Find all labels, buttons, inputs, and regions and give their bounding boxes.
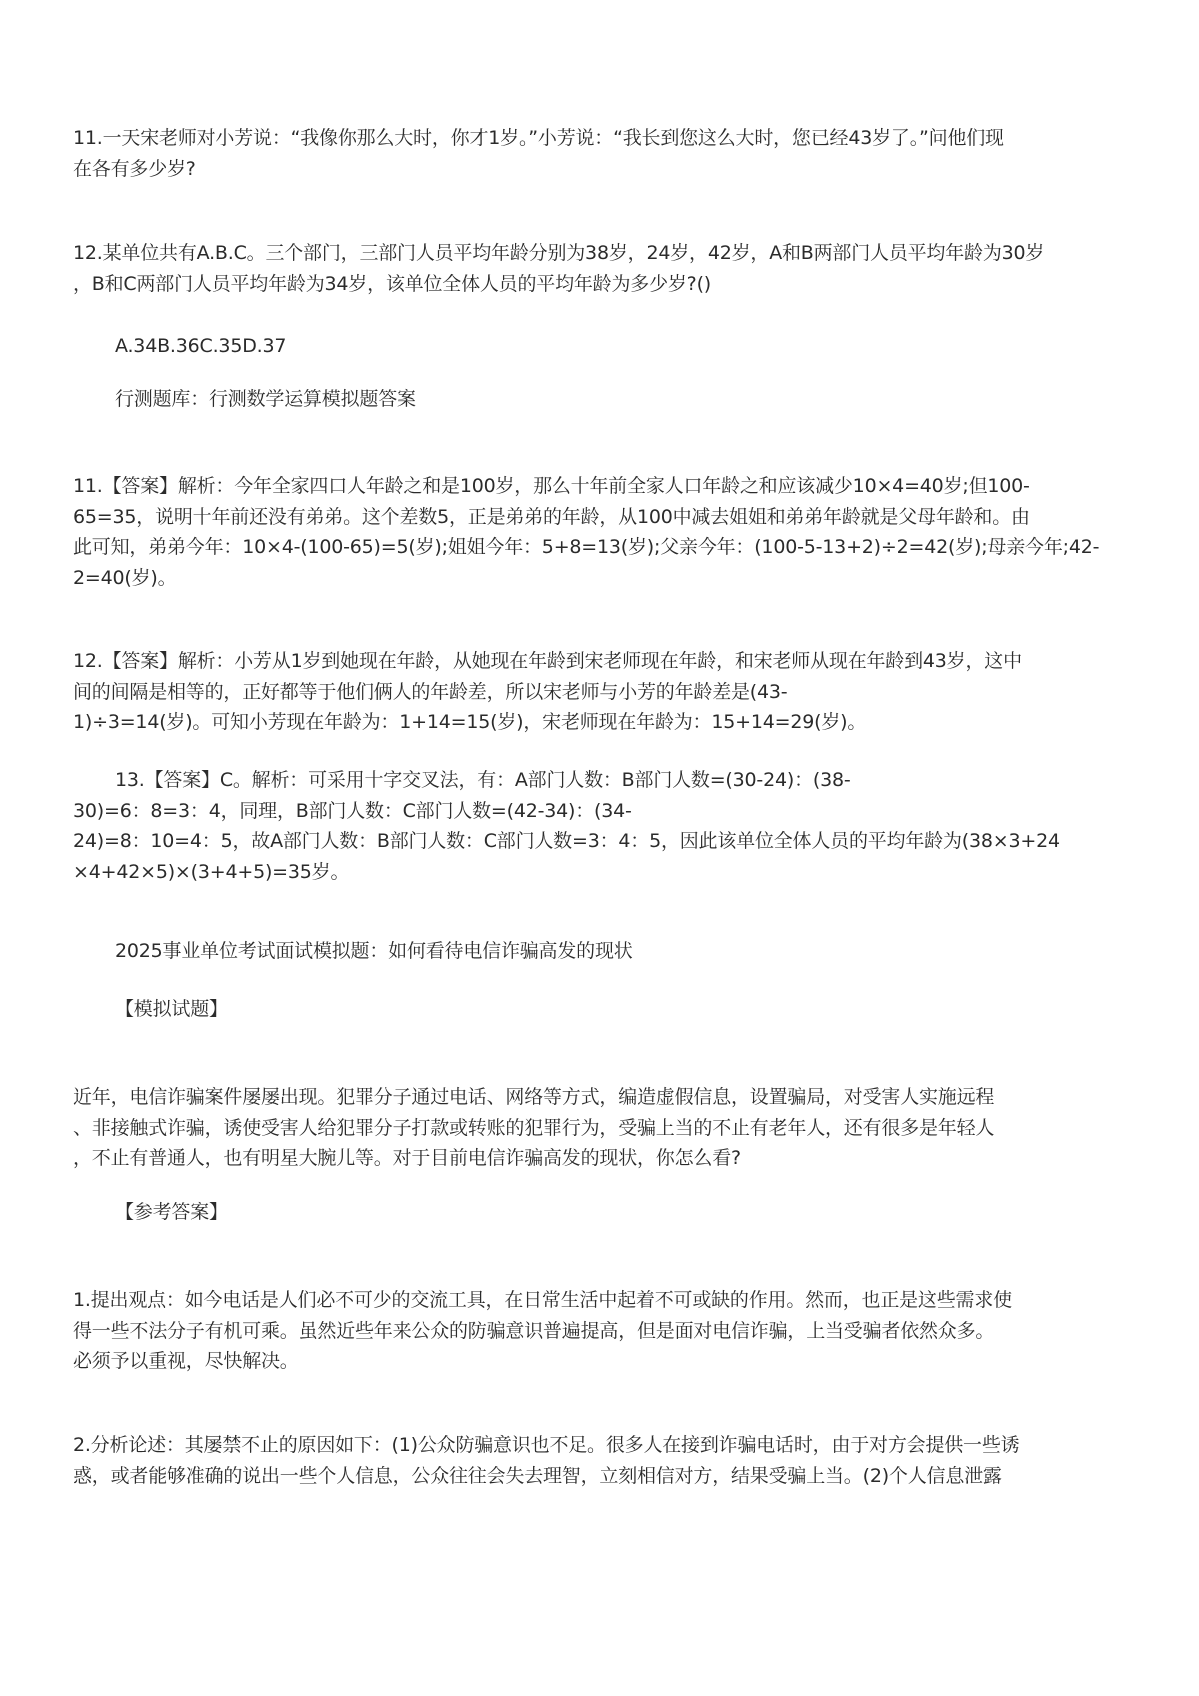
question-11-line: 11.一天宋老师对小芳说：“我像你那么大时，你才1岁。”小芳说：“我长到您这么大时，您已经43岁了。”问他们现 (73, 127, 1004, 149)
answer-point-1-line: 得一些不法分子有机可乘。虽然近些年来公众的防骗意识普遍提高，但是面对电信诈骗，上当受骗者依然众多。 (73, 1319, 995, 1342)
question-11 (73, 123, 1133, 184)
answer-13-line: 13.【答案】C。解析：可采用十字交叉法，有：A部门人数：B部门人数=(30-24)：(38- (115, 769, 851, 791)
interview-question-line: 近年，电信诈骗案件屡屡出现。犯罪分子通过电话、网络等方式，编造虚假信息，设置骗局，对受害人实施远程 (73, 1086, 995, 1108)
source-line (115, 384, 1135, 415)
answer-point-1 (73, 1285, 1133, 1377)
question-12-line: 12.某单位共有A.B.C。三个部门，三部门人员平均年龄分别为38岁，24岁，42岁，A和B两部门人员平均年龄为30岁 (73, 242, 1045, 264)
answer-13-line: 30)=6：8=3：4，同理，B部门人数：C部门人数=(42-34)：(34- (73, 799, 632, 822)
interview-question (73, 1082, 1133, 1174)
interview-title-text: 2025事业单位考试面试模拟题：如何看待电信诈骗高发的现状 (115, 940, 633, 962)
question-11-line: 在各有多少岁? (73, 157, 196, 180)
mock-question-label-text: 【模拟试题】 (115, 998, 228, 1020)
answer-13 (73, 765, 1133, 887)
interview-question-line: ，不止有普通人，也有明星大腕儿等。对于目前电信诈骗高发的现状，你怎么看? (73, 1147, 741, 1169)
answer-12 (73, 646, 1133, 738)
interview-question-line: 、非接触式诈骗，诱使受害人给犯罪分子打款或转账的犯罪行为，受骗上当的不止有老年人，还有很多是年轻人 (73, 1116, 995, 1139)
question-12-options (115, 331, 1135, 362)
interview-title (115, 936, 1135, 967)
reference-answer-label-text: 【参考答案】 (115, 1201, 228, 1223)
answer-point-2-line: 惑，或者能够准确的说出一些个人信息，公众往往会失去理智，立刻相信对方，结果受骗上当。(2)个人信息泄露 (73, 1464, 1002, 1487)
answer-12-line: 12.【答案】解析：小芳从1岁到她现在年龄，从她现在年龄到宋老师现在年龄，和宋老师从现在年龄到43岁，这中 (73, 650, 1022, 672)
question-12 (73, 238, 1133, 299)
source-text: 行测题库：行测数学运算模拟题答案 (115, 388, 416, 410)
mock-question-label (115, 994, 1135, 1025)
answer-point-1-line: 必须予以重视，尽快解决。 (73, 1350, 299, 1372)
question-12-line: ，B和C两部门人员平均年龄为34岁，该单位全体人员的平均年龄为多少岁?() (73, 272, 711, 295)
answer-11 (73, 471, 1133, 593)
answer-12-line: 间的间隔是相等的，正好都等于他们俩人的年龄差，所以宋老师与小芳的年龄差是(43- (73, 680, 788, 703)
answer-point-2-line: 2.分析论述：其屡禁不止的原因如下：(1)公众防骗意识也不足。很多人在接到诈骗电话时，由于对方会提供一些诱 (73, 1434, 1020, 1456)
answer-13-line: ×4+42×5)×(3+4+5)=35岁。 (73, 860, 350, 883)
answer-11-line: 2=40(岁)。 (73, 566, 177, 589)
answer-13-line: 24)=8：10=4：5，故A部门人数：B部门人数：C部门人数=3：4：5，因此该单位全体人员的平均年龄为(38×3+24 (73, 830, 1060, 852)
answer-point-2 (73, 1430, 1133, 1491)
answer-point-1-line: 1.提出观点：如今电话是人们必不可少的交流工具，在日常生活中起着不可或缺的作用。然而，也正是这些需求使 (73, 1289, 1012, 1311)
answer-11-line: 此可知，弟弟今年：10×4-(100-65)=5(岁);姐姐今年：5+8=13(岁);父亲今年：(100-5-13+2)÷2=42(岁);母亲今年;42- (73, 536, 1100, 558)
reference-answer-label (115, 1197, 1135, 1228)
answer-11-line: 11.【答案】解析：今年全家四口人年龄之和是100岁，那么十年前全家人口年龄之和应该减少10×4=40岁;但100- (73, 475, 1030, 497)
answer-11-line: 65=35，说明十年前还没有弟弟。这个差数5，正是弟弟的年龄，从100中减去姐姐和弟弟年龄就是父母年龄和。由 (73, 505, 1030, 528)
options-text: A.34B.36C.35D.37 (115, 335, 287, 357)
answer-12-line: 1)÷3=14(岁)。可知小芳现在年龄为：1+14=15(岁)，宋老师现在年龄为：15+14=29(岁)。 (73, 711, 867, 733)
